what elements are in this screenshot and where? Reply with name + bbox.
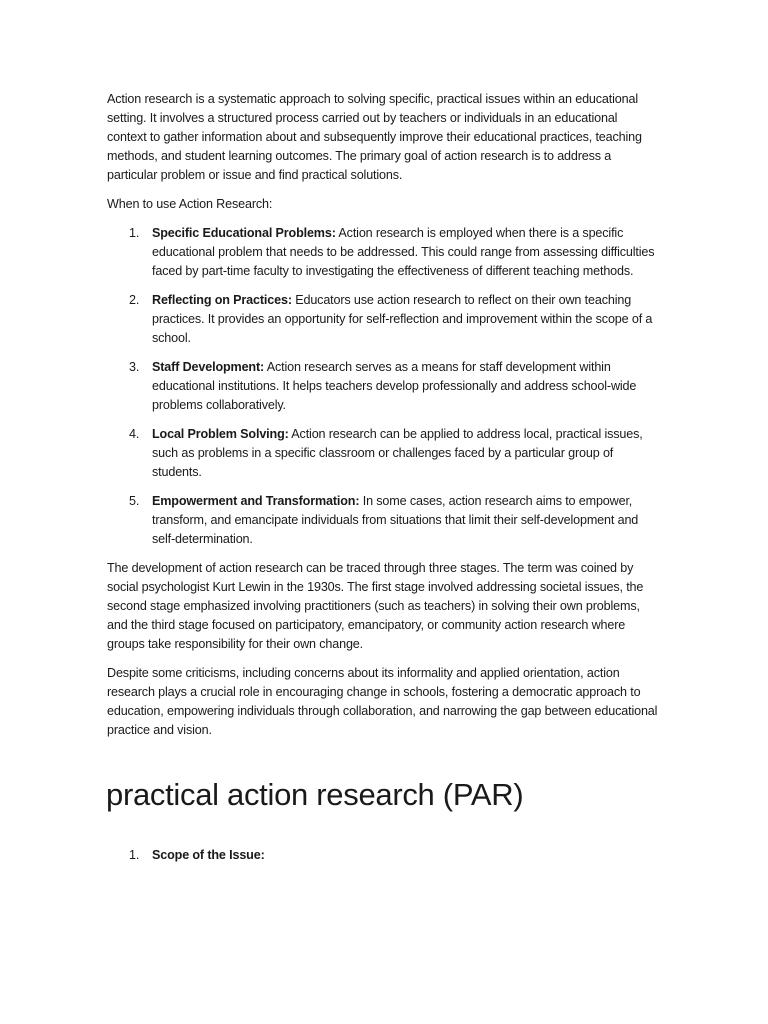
list-item-text: Action research serves as a means for staff development within educational institutions. It helps teachers develop professionally and address school-wide problems collaboratively.: [152, 360, 637, 412]
list-item-text: In some cases, action research aims to empower, transform, and emancipate individuals from situations that limit their self-development and self-determination.: [152, 494, 639, 546]
list-item-term: Staff Development:: [152, 360, 265, 374]
section-heading: practical action research (PAR): [106, 777, 524, 812]
list-number: 3.: [129, 360, 140, 374]
list-item: [107, 425, 659, 482]
when-to-use-list: [107, 224, 659, 549]
list-number: 1.: [129, 848, 140, 862]
history-paragraph: The development of action research can be traced through three stages. The term was coined by social psychologist Kurt Lewin in the 1930s. The first stage involved addressing societal issues, the second stage emphasized involving practitioners (such as teachers) in solving their own problems, and the third stage focused on participatory, emancipatory, or community action research where groups take responsibility for their own change.: [107, 561, 644, 651]
list-item-term: Local Problem Solving:: [152, 427, 289, 441]
list-item: [107, 358, 659, 415]
list-item-term: Empowerment and Transformation:: [152, 494, 360, 508]
list-item: [107, 291, 659, 348]
list-item-term: Specific Educational Problems:: [152, 226, 336, 240]
when-to-use-lead: When to use Action Research:: [107, 197, 273, 211]
list-number: 1.: [129, 226, 140, 240]
list-item-text: Educators use action research to reflect on their own teaching practices. It provides an opportunity for self-reflection and improvement within the scope of a school.: [152, 293, 653, 345]
intro-paragraph: Action research is a systematic approach to solving specific, practical issues within an educational setting. It involves a structured process carried out by teachers or individuals in an educational context to gather information about and subsequently improve their educational practices, teaching methods, and student learning outcomes. The primary goal of action research is to address a particular problem or issue and find practical solutions.: [107, 92, 642, 182]
list-item-term: Reflecting on Practices:: [152, 293, 292, 307]
list-number: 2.: [129, 293, 140, 307]
criticism-paragraph: Despite some criticisms, including concerns about its informality and applied orientation, action research plays a crucial role in encouraging change in schools, fostering a democratic approach to education, empowering individuals through collaboration, and narrowing the gap between educational practice and vision.: [107, 666, 658, 737]
list-number: 4.: [129, 427, 140, 441]
list-number: 5.: [129, 494, 140, 508]
document-page: [107, 90, 659, 865]
list-item: [107, 492, 659, 549]
list-item-text: Action research is employed when there is a specific educational problem that needs to be addressed. This could range from assessing difficulties faced by part-time faculty to investigating the effectiveness of different teaching methods.: [152, 226, 655, 278]
list-item-term: Scope of the Issue:: [152, 848, 265, 862]
list-item-text: Action research can be applied to address local, practical issues, such as problems in a specific classroom or challenges faced by a particular group of students.: [152, 427, 643, 479]
list-item: [107, 846, 659, 865]
par-list: [107, 846, 659, 865]
list-item: [107, 224, 659, 281]
